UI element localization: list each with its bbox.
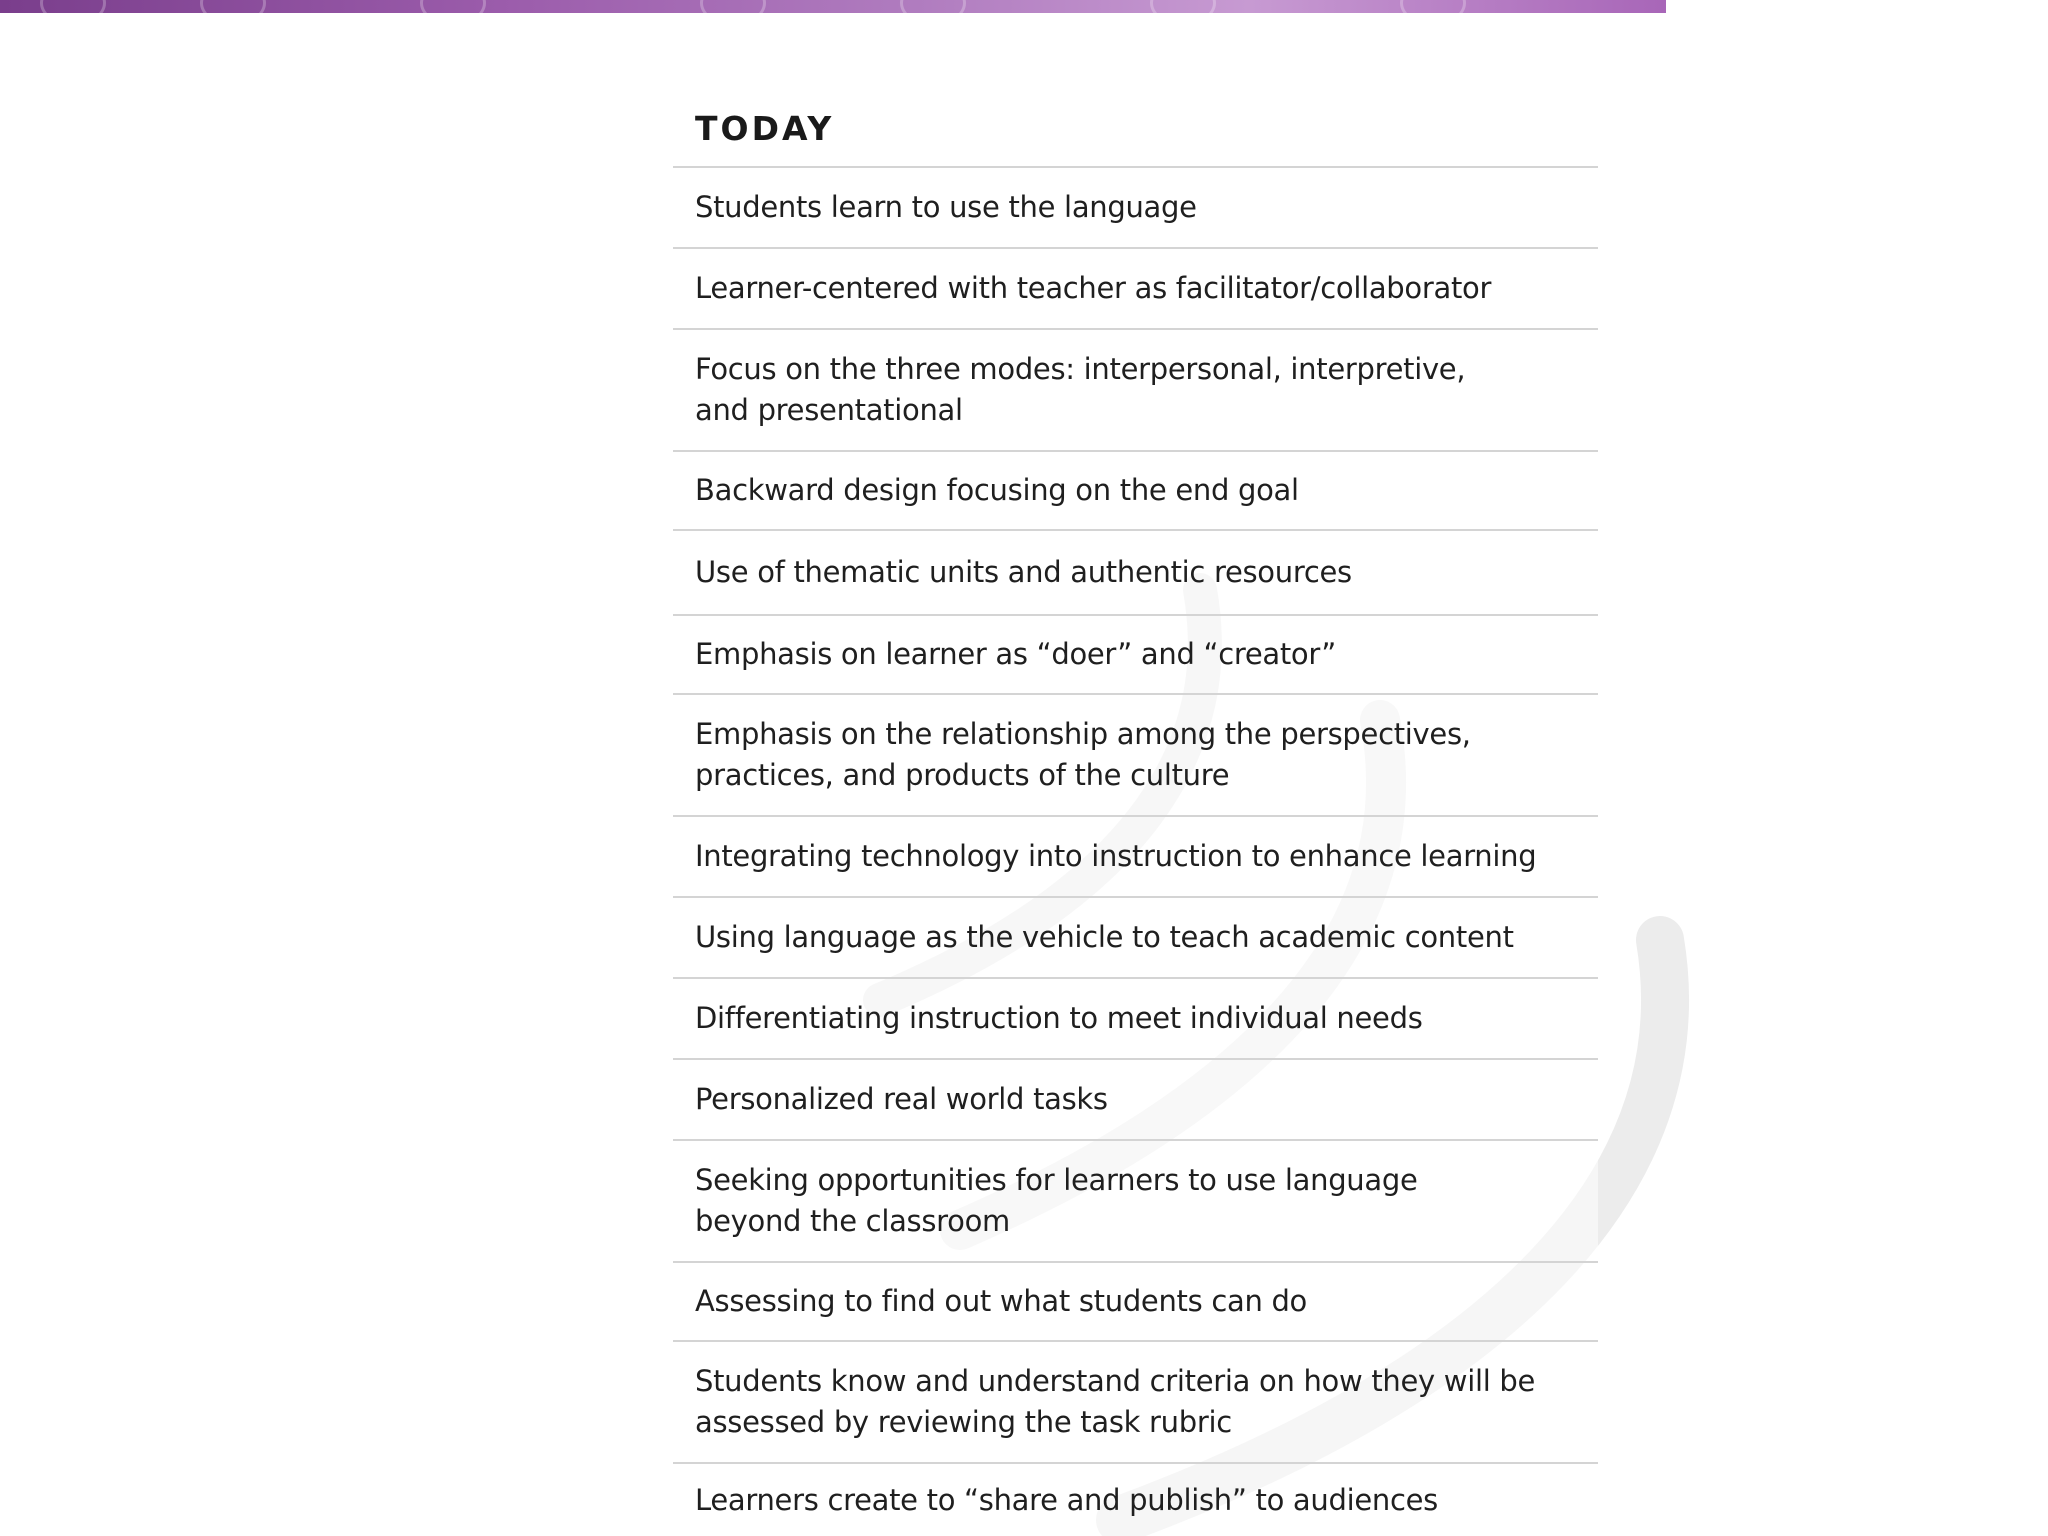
table-row [673, 979, 1598, 1060]
row-text: Focus on the three modes: interpersonal, interpretive, and presentational [695, 352, 1466, 427]
decorative-header-band [0, 0, 1666, 13]
table-row [673, 1464, 1598, 1536]
row-text: Learners create to “share and publish” to audiences [695, 1483, 1438, 1517]
table-row [673, 168, 1598, 249]
row-text: Emphasis on learner as “doer” and “creator” [695, 637, 1336, 671]
table-heading: TODAY [695, 108, 835, 148]
table-row [673, 249, 1598, 330]
today-table [673, 90, 1598, 1536]
table-header [673, 90, 1598, 168]
table-row [673, 1263, 1598, 1342]
row-text: Learner-centered with teacher as facilitator/collaborator [695, 271, 1492, 305]
row-text: Integrating technology into instruction to enhance learning [695, 839, 1537, 873]
row-text: Seeking opportunities for learners to use language beyond the classroom [695, 1163, 1418, 1238]
row-text: Differentiating instruction to meet individual needs [695, 1001, 1423, 1035]
table-row [673, 695, 1598, 817]
table-row [673, 898, 1598, 979]
row-text: Personalized real world tasks [695, 1082, 1108, 1116]
table-row [673, 531, 1598, 616]
row-text: Emphasis on the relationship among the perspectives, practices, and products of the culture [695, 717, 1471, 792]
row-text: Using language as the vehicle to teach academic content [695, 920, 1514, 954]
row-text: Assessing to find out what students can do [695, 1284, 1308, 1318]
row-text: Use of thematic units and authentic resources [695, 555, 1352, 589]
table-row [673, 1342, 1598, 1464]
row-text: Backward design focusing on the end goal [695, 473, 1299, 507]
table-row [673, 1060, 1598, 1141]
row-text: Students know and understand criteria on how they will be assessed by reviewing the task rubric [695, 1364, 1536, 1439]
table-row [673, 817, 1598, 898]
table-row [673, 1141, 1598, 1263]
table-row [673, 330, 1598, 452]
table-row [673, 616, 1598, 695]
row-text: Students learn to use the language [695, 190, 1197, 224]
table-row [673, 452, 1598, 531]
